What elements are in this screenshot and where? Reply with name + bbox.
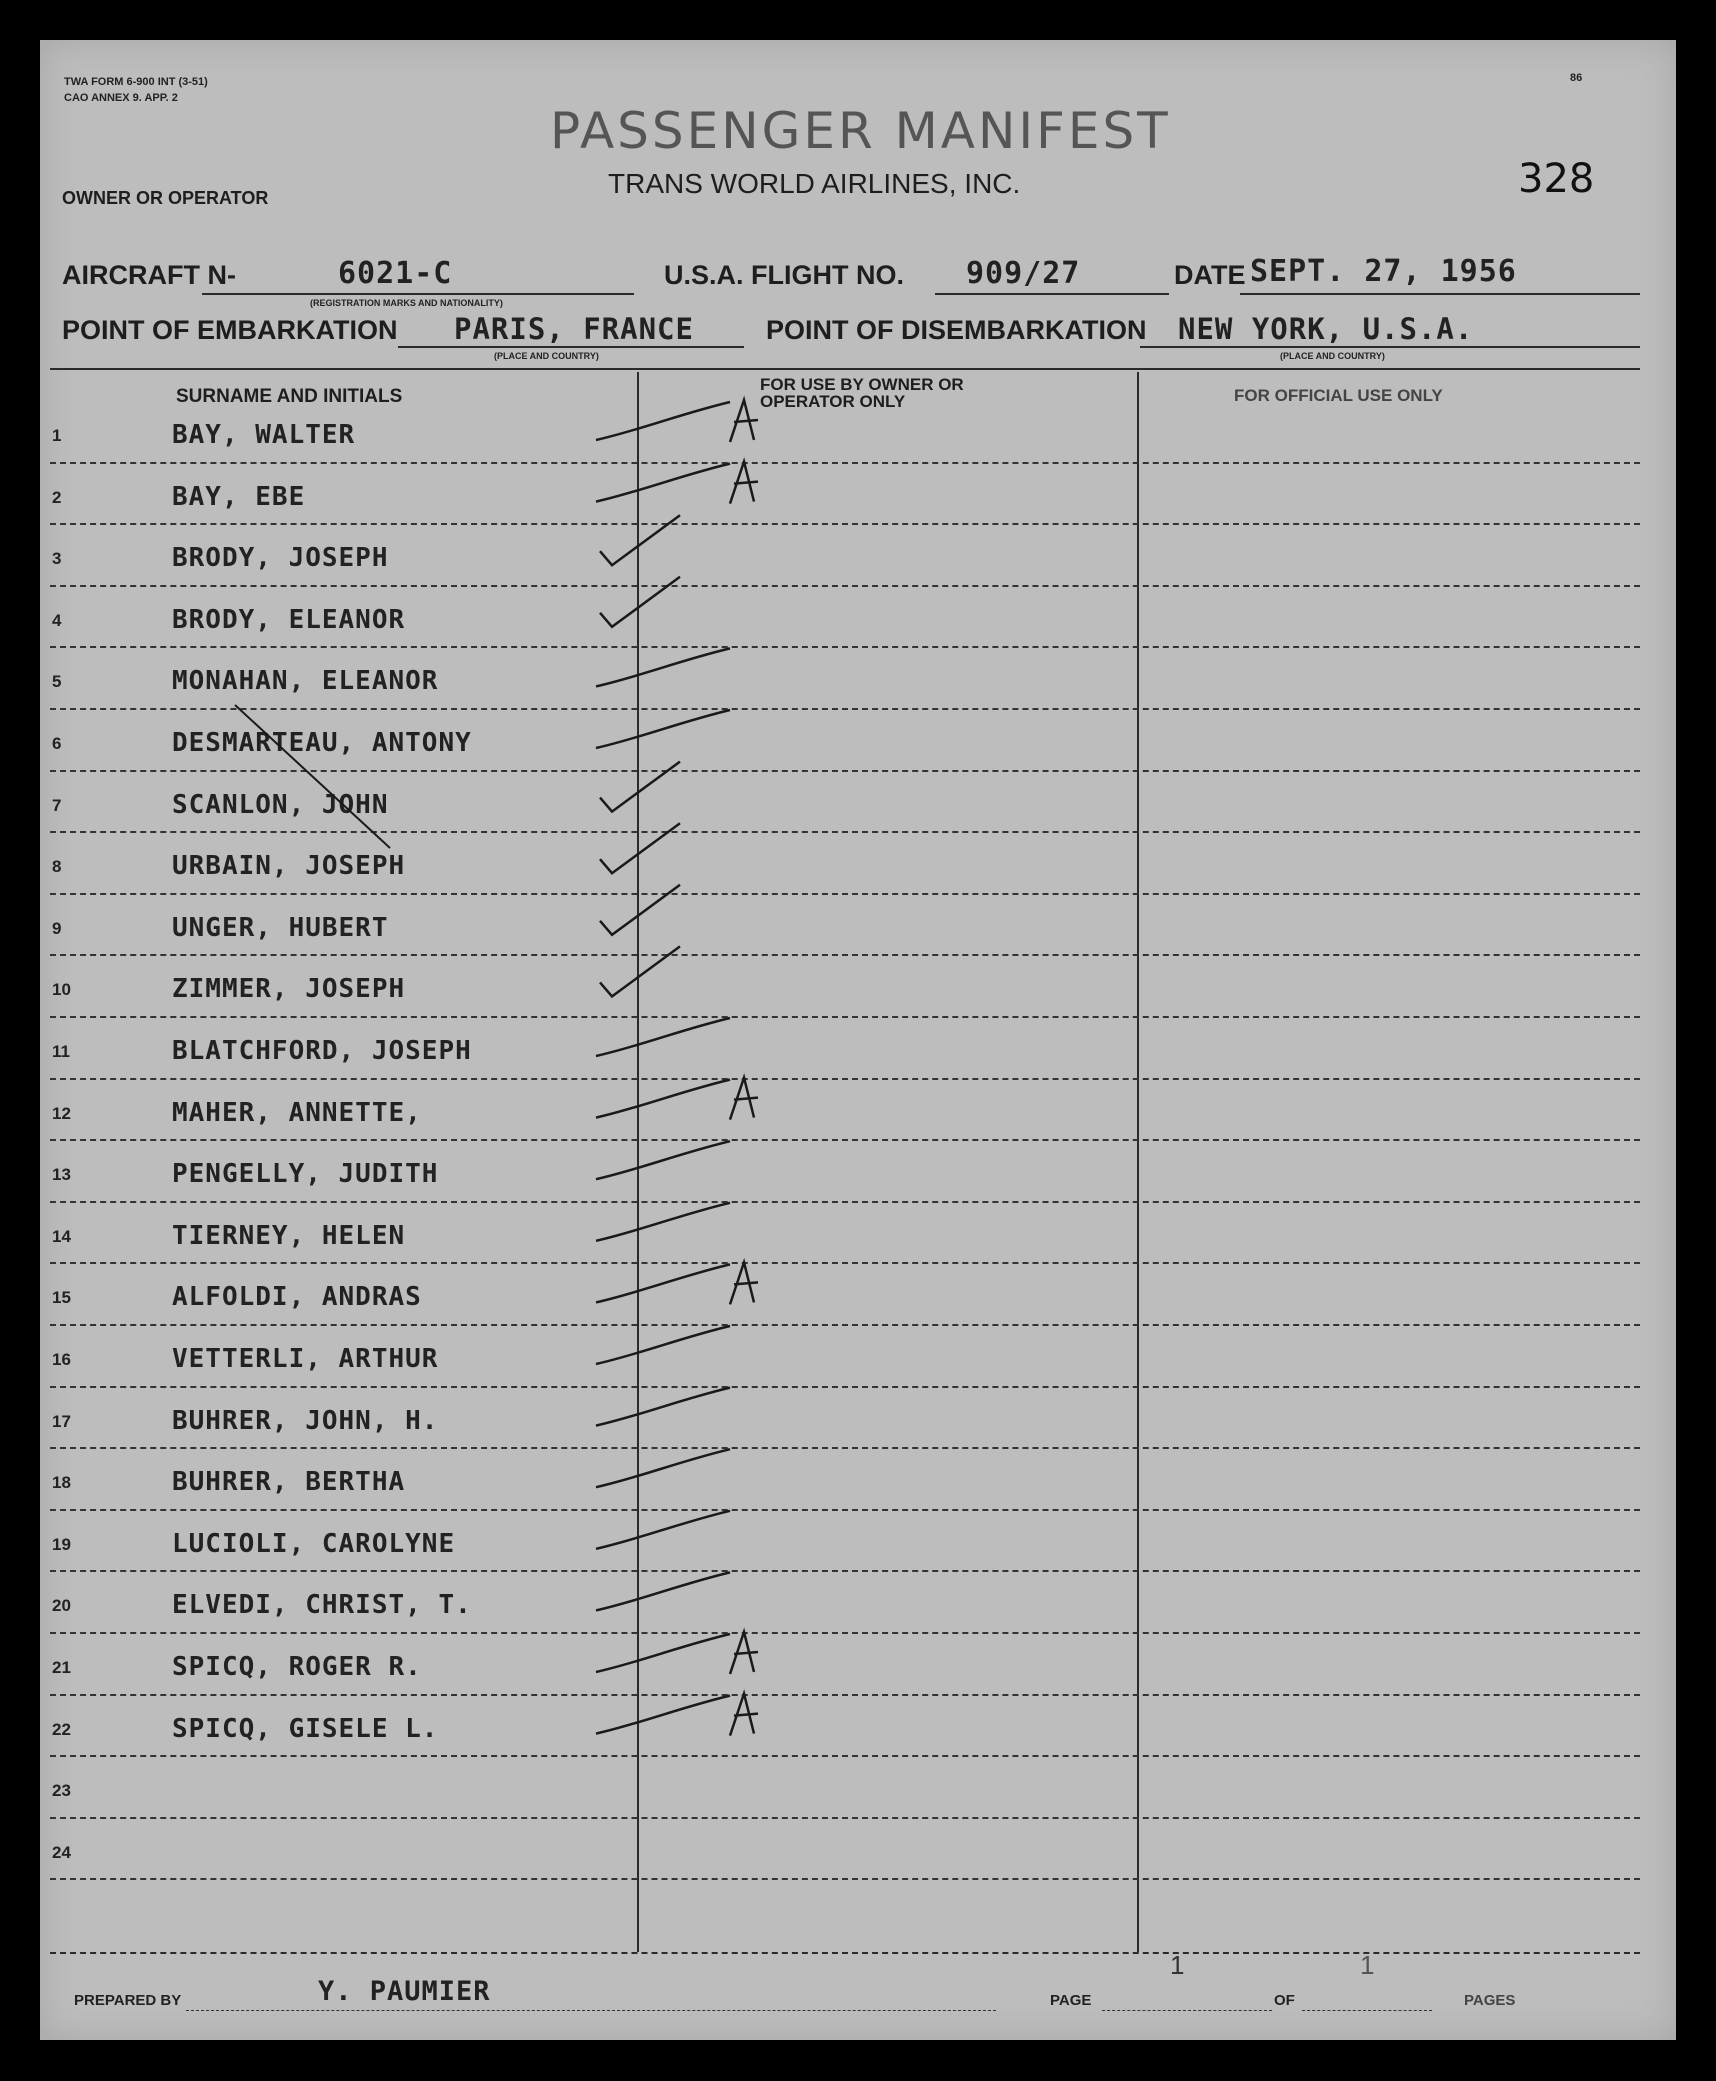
letter-a-mark (730, 1632, 758, 1674)
row-number: 8 (52, 857, 62, 877)
passenger-name: SPICQ, GISELE L. (172, 1713, 439, 1744)
dash-mark (596, 1449, 730, 1487)
handwritten-marks (40, 40, 1676, 2040)
dash-mark (596, 1572, 730, 1610)
page-label: PAGE (1050, 1992, 1092, 2009)
row-number: 20 (52, 1596, 71, 1616)
passenger-name: ALFOLDI, ANDRAS (172, 1282, 422, 1313)
passenger-name: BRODY, JOSEPH (172, 543, 389, 574)
check-mark (600, 577, 680, 627)
passenger-name: BLATCHFORD, JOSEPH (172, 1036, 472, 1066)
row-number: 16 (52, 1350, 71, 1369)
prepared-by-label: PREPARED BY (74, 1992, 182, 2009)
passenger-name: MONAHAN, ELEANOR (172, 666, 439, 697)
passenger-name: LUCIOLI, CAROLYNE (172, 1528, 456, 1559)
annex-label: CAO ANNEX 9. APP. 2 (64, 92, 178, 104)
airline-name: TRANS WORLD AIRLINES, INC. (608, 168, 1021, 199)
disembark-caption: (PLACE AND COUNTRY) (1280, 351, 1385, 361)
row-number: 24 (52, 1842, 71, 1862)
manifest-sheet (40, 40, 1676, 2040)
letter-a-mark (730, 1694, 758, 1736)
dash-mark (596, 1511, 730, 1549)
check-mark (600, 885, 680, 935)
disembark-value: NEW YORK, U.S.A. (1178, 312, 1474, 346)
pages-label: PAGES (1464, 1992, 1516, 2009)
passenger-name: SPICQ, ROGER R. (172, 1652, 422, 1682)
dash-mark (596, 402, 730, 440)
letter-a-mark (730, 1262, 758, 1304)
owner-operator-label: OWNER OR OPERATOR (62, 188, 269, 208)
passenger-name: BRODY, ELEANOR (172, 604, 406, 635)
dash-mark (596, 1203, 730, 1241)
row-number: 5 (52, 672, 62, 692)
embark-label: POINT OF EMBARKATION (62, 315, 398, 345)
col-header-owner: FOR USE BY OWNER OR OPERATOR ONLY (760, 375, 964, 411)
row-number: 11 (52, 1042, 70, 1061)
strike-line (235, 705, 390, 848)
passenger-name: SCANLON, JOHN (172, 789, 389, 820)
passenger-name: VETTERLI, ARTHUR (172, 1344, 439, 1374)
row-number: 23 (52, 1781, 71, 1801)
of-label: OF (1274, 1992, 1295, 2009)
date-label: DATE (1174, 260, 1246, 290)
passenger-name: ELVEDI, CHRIST, T. (172, 1590, 472, 1621)
row-number: 10 (52, 980, 71, 1000)
flight-value: 909/27 (966, 256, 1081, 291)
letter-a-mark (730, 400, 758, 442)
form-id: TWA FORM 6-900 INT (3-51) (64, 76, 208, 88)
dash-mark (596, 1018, 730, 1056)
row-number: 15 (52, 1288, 71, 1308)
of-value: 1 (1360, 1950, 1375, 1980)
row-number: 21 (52, 1658, 71, 1677)
check-mark (600, 762, 680, 812)
row-number: 12 (52, 1103, 71, 1123)
row-number: 13 (52, 1165, 71, 1185)
embark-caption: (PLACE AND COUNTRY) (494, 351, 599, 361)
aircraft-value: 6021-C (338, 256, 453, 291)
passenger-name: UNGER, HUBERT (172, 912, 389, 943)
passenger-name: DESMARTEAU, ANTONY (172, 728, 472, 758)
dash-mark (596, 1388, 730, 1426)
row-number: 3 (52, 549, 62, 569)
check-mark (600, 823, 680, 873)
col-header-name: SURNAME AND INITIALS (176, 386, 403, 407)
check-mark (600, 946, 680, 996)
aircraft-label: AIRCRAFT N- (62, 260, 236, 290)
row-number: 18 (52, 1473, 71, 1493)
dash-mark (596, 1264, 730, 1302)
dash-mark (596, 1141, 730, 1179)
aircraft-caption: (REGISTRATION MARKS AND NATIONALITY) (310, 298, 503, 308)
sheet-number: 328 (1518, 156, 1595, 202)
passenger-name: BUHRER, BERTHA (172, 1467, 406, 1498)
row-number: 22 (52, 1719, 71, 1739)
date-value: SEPT. 27, 1956 (1250, 254, 1517, 289)
letter-a-mark (730, 462, 758, 504)
page-value: 1 (1170, 1950, 1185, 1980)
dash-mark (596, 1696, 730, 1734)
passenger-name: TIERNEY, HELEN (172, 1220, 406, 1251)
row-number: 14 (52, 1226, 71, 1246)
row-number: 7 (52, 795, 62, 815)
check-mark (600, 515, 680, 565)
corner-number: 86 (1570, 72, 1583, 84)
passenger-name: BUHRER, JOHN, H. (172, 1405, 439, 1436)
passenger-name: BAY, EBE (172, 481, 306, 512)
disembark-label: POINT OF DISEMBARKATION (766, 315, 1147, 345)
row-number: 9 (52, 918, 62, 938)
row-number: 1 (52, 426, 62, 445)
flight-label: U.S.A. FLIGHT NO. (664, 260, 904, 290)
prepared-by-value: Y. PAUMIER (318, 1976, 491, 2007)
embark-value: PARIS, FRANCE (454, 312, 694, 346)
row-number: 17 (52, 1411, 71, 1431)
letter-a-mark (730, 1078, 758, 1120)
manifest-title: PASSENGER MANIFEST (550, 102, 1171, 160)
row-number: 2 (52, 487, 62, 507)
dash-mark (596, 1326, 730, 1364)
row-number: 19 (52, 1534, 71, 1554)
passenger-name: ZIMMER, JOSEPH (172, 974, 406, 1005)
dash-mark (596, 710, 730, 748)
col-header-official: FOR OFFICIAL USE ONLY (1234, 386, 1443, 405)
row-number: 6 (52, 734, 62, 753)
dash-mark (596, 1634, 730, 1672)
dash-mark (596, 464, 730, 502)
passenger-name: MAHER, ANNETTE, (172, 1097, 422, 1128)
passenger-name: BAY, WALTER (172, 420, 356, 450)
dash-mark (596, 1080, 730, 1118)
passenger-name: PENGELLY, JUDITH (172, 1159, 439, 1190)
passenger-name: URBAIN, JOSEPH (172, 851, 406, 882)
row-number: 4 (52, 610, 62, 630)
dash-mark (596, 648, 730, 686)
